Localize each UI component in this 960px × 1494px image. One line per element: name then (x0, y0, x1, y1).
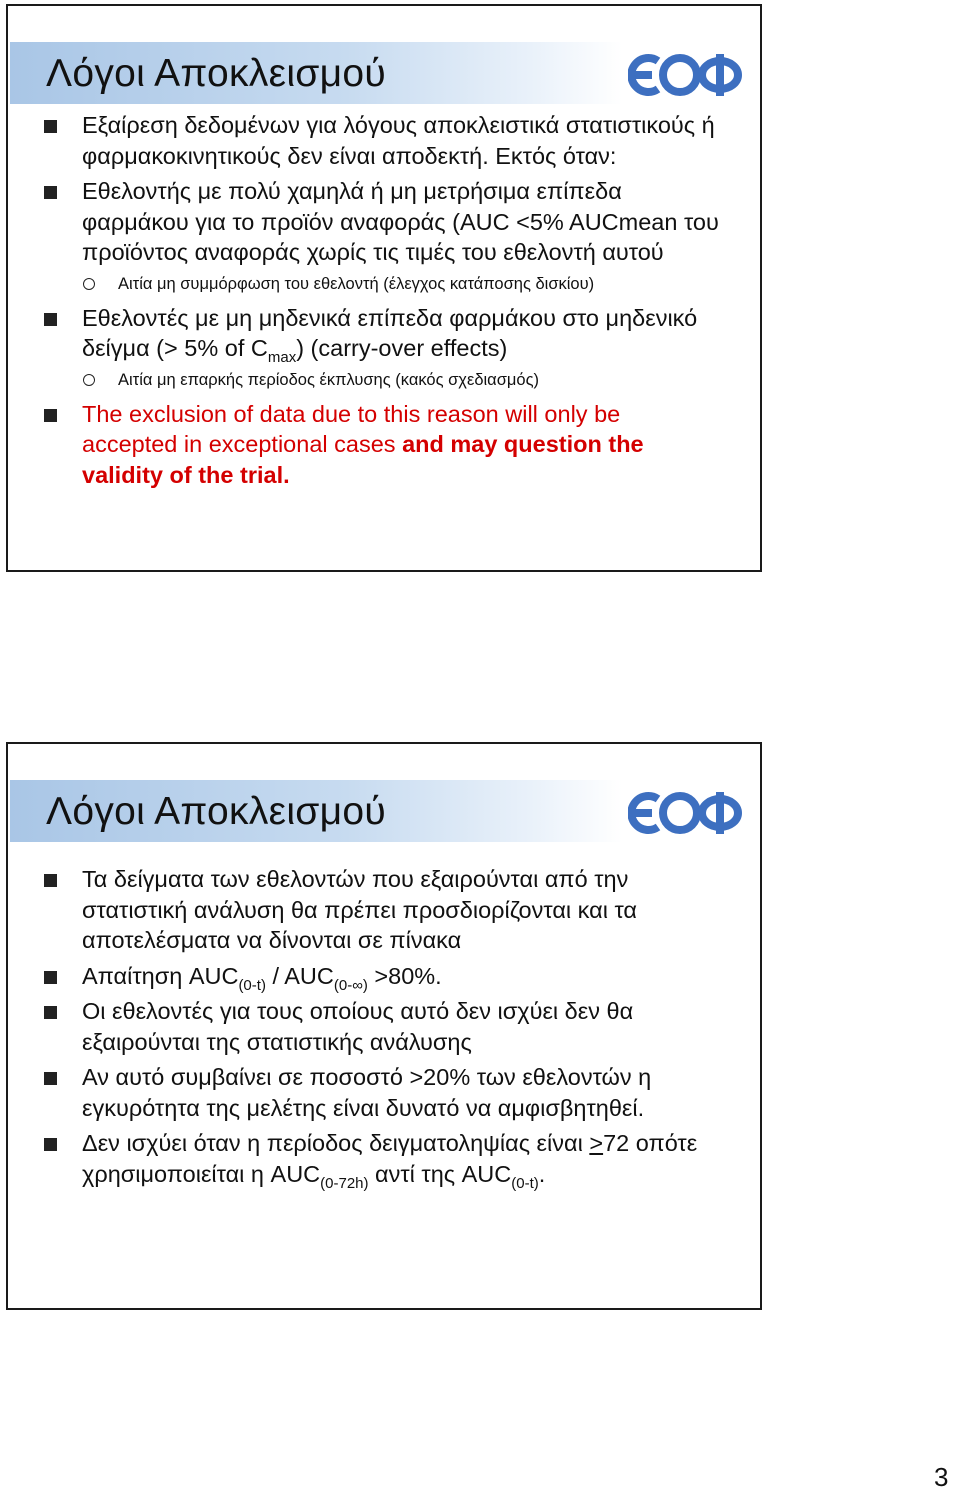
bullet-validity: Αν αυτό συμβαίνει σε ποσοστό >20% των εθελοντών η εγκυρότητα της μελέτης είναι δυνατό να αμφισβητηθεί. (44, 1062, 720, 1123)
slide-2-content (44, 864, 720, 1194)
bullet-exclusion-warning: The exclusion of data due to this reason will only be accepted in exceptional cases and may question the validity of the trial. (44, 399, 720, 491)
slide-title: Λόγοι Αποκλεισμού (46, 790, 387, 833)
sub-bullet-washout: Αιτία μη επαρκής περίοδος έκπλυσης (κακός σχεδιασμός) (44, 369, 720, 391)
slide-1 (6, 4, 762, 572)
eof-logo-icon (628, 50, 742, 100)
slide-1-content (44, 110, 720, 495)
bullet-samples-report: Τα δείγματα των εθελοντών που εξαιρούνται από την στατιστική ανάλυση θα πρέπει προσδιορίζονται και τα αποτελέσματα να δίνονται σε πίνακα (44, 864, 720, 956)
bullet-exclusion-rule: Εξαίρεση δεδομένων για λόγους αποκλειστικά στατιστικούς ή φαρμακοκινητικούς δεν είναι αποδεκτή. Εκτός όταν: (44, 110, 720, 171)
bullet-sampling-period: Δεν ισχύει όταν η περίοδος δειγματοληψίας είναι >72 οπότε χρησιμοποιείται η $AUC_{(0-72h)}$ αντί της $AUC_{(0-t)}$. (44, 1128, 720, 1189)
slide-2 (6, 742, 762, 1310)
bullet-low-levels: Εθελοντής με πολύ χαμηλά ή μη μετρήσιμα επίπεδα φαρμάκου για το προϊόν αναφοράς (AUC <5% AUCmean του προϊόντος αναφοράς χωρίς τις τιμές του εθελοντή αυτού (44, 176, 720, 268)
page-number: 3 (934, 1462, 949, 1492)
eof-logo-icon (628, 788, 742, 838)
sub-bullet-compliance: Αιτία μη συμμόρφωση του εθελοντή (έλεγχος κατάποσης δισκίου) (44, 273, 720, 295)
bullet-not-excluded: Οι εθελοντές για τους οποίους αυτό δεν ισχύει δεν θα εξαιρούνται της στατιστικής ανάλυσης (44, 996, 720, 1057)
slide-title: Λόγοι Αποκλεισμού (46, 52, 387, 95)
bullet-carryover: Εθελοντές με μη μηδενικά επίπεδα φαρμάκου στο μηδενικό δείγμα (> 5% of $C_{max}$) (carry-over effects) (44, 303, 720, 364)
bullet-auc-ratio: Απαίτηση $AUC_{(0-t)} / AUC_{(0-\infty)} >80\%$. (44, 961, 720, 992)
